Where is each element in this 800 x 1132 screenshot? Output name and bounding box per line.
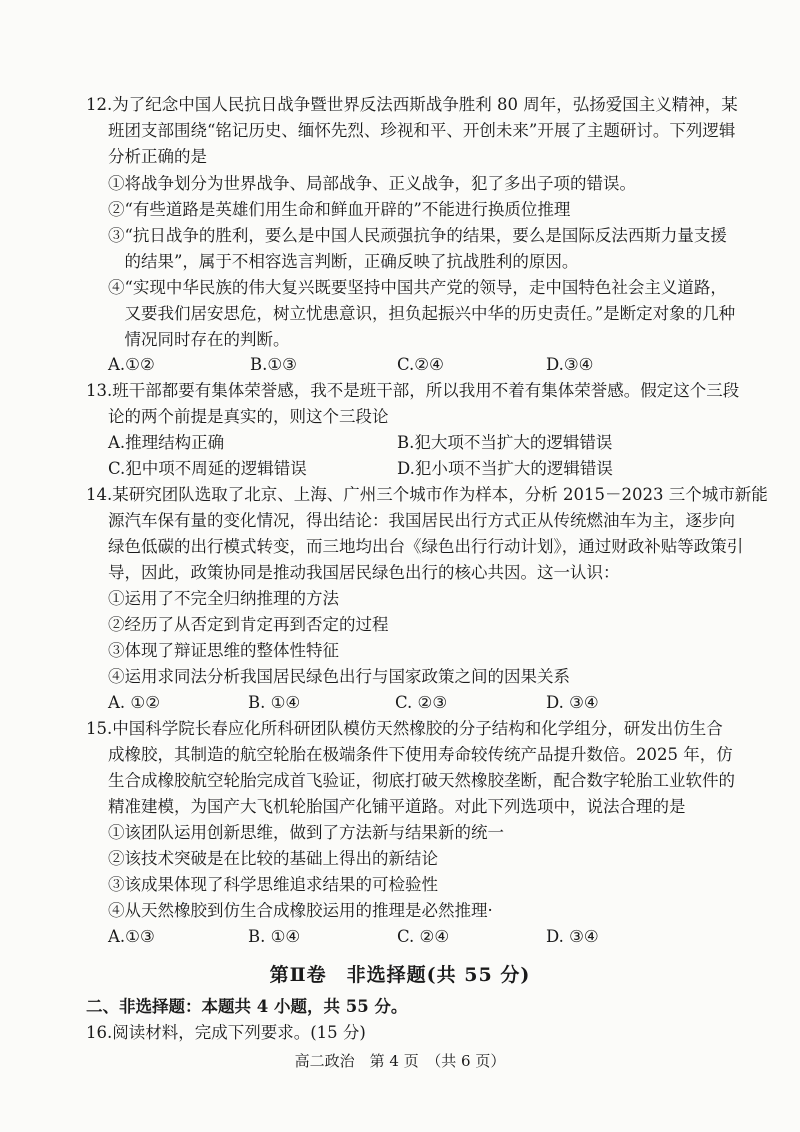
option-b: B.犯大项不当扩大的逻辑错误 — [397, 433, 613, 452]
option-b: B.①③ — [250, 355, 297, 374]
statement-line: ①将战争划分为世界战争、局部战争、正义战争，犯了多出子项的错误。 — [108, 174, 636, 193]
question-text-line: 导，因此，政策协同是推动我国居民绿色出行的核心共因。这一认识： — [108, 563, 620, 582]
question-16-text: 16.阅读材料，完成下列要求。(15 分) — [86, 1023, 366, 1042]
question-text-line: 精准建模，为国产大飞机轮胎国产化铺平道路。对此下列选项中，说法合理的是 — [108, 797, 686, 816]
option-c: C. ②③ — [395, 693, 448, 712]
question-text-line: 源汽车保有量的变化情况，得出结论：我国居民出行方式正从传统燃油车为主，逐步向 — [108, 511, 735, 530]
statement-line: ④运用求同法分析我国居民绿色出行与国家政策之间的因果关系 — [108, 667, 570, 686]
option-a: A.推理结构正确 — [108, 433, 225, 452]
statement-line: ④“实现中华民族的伟大复兴既要坚持中国共产党的领导，走中国特色社会主义道路， — [108, 278, 727, 297]
question-text-line: 绿色低碳的出行模式转变，而三地均出台《绿色出行行动计划》，通过财政补贴等政策引 — [108, 537, 744, 556]
question-text-line: 班团支部围绕“铭记历史、缅怀先烈、珍视和平、开创未来”开展了主题研讨。下列逻辑 — [108, 121, 736, 140]
option-d: D.犯小项不当扩大的逻辑错误 — [397, 459, 613, 478]
option-b: B. ①④ — [248, 927, 301, 946]
option-a: A.①③ — [108, 927, 155, 946]
option-d: D. ③④ — [546, 693, 599, 712]
statement-line: ①运用了不完全归纳推理的方法 — [108, 589, 339, 608]
statement-line: ②经历了从否定到肯定再到否定的过程 — [108, 615, 389, 634]
option-d: D.③④ — [546, 355, 594, 374]
page-footer: 高二政治 第 4 页 （共 6 页） — [294, 1052, 506, 1070]
question-text-line: 论的两个前提是真实的，则这个三段论 — [108, 407, 389, 426]
question-text-line: 12.为了纪念中国人民抗日战争暨世界反法西斯战争胜利 80 周年，弘扬爱国主义精神，某 — [86, 95, 738, 114]
statement-line: 的结果”，属于不相容选言判断，正确反映了抗战胜利的原因。 — [108, 252, 579, 271]
statement-line: ①该团队运用创新思维，做到了方法新与结果新的统一 — [108, 823, 504, 842]
question-text-line: 分析正确的是 — [108, 147, 207, 166]
statement-line: ④从天然橡胶到仿生合成橡胶运用的推理是必然推理· — [108, 901, 493, 920]
question-text-line: 13.班干部都要有集体荣誉感，我不是班干部，所以我用不着有集体荣誉感。假定这个三段 — [86, 381, 740, 400]
option-a: A.①② — [108, 355, 155, 374]
statement-line: 又要我们居安思危，树立忧患意识，担负起振兴中华的历史责任。”是断定对象的几种 — [108, 304, 736, 323]
statement-line: ③体现了辩证思维的整体性特征 — [108, 641, 339, 660]
question-text-line: 15.中国科学院长春应化所科研团队模仿天然橡胶的分子结构和化学组分，研发出仿生合 — [86, 719, 723, 738]
option-d: D. ③④ — [546, 927, 599, 946]
option-c: C.犯中项不周延的逻辑错误 — [108, 459, 307, 478]
option-a: A. ①② — [108, 693, 160, 712]
option-c: C. ②④ — [397, 927, 450, 946]
option-b: B. ①④ — [248, 693, 301, 712]
statement-line: ②“有些道路是英雄们用生命和鲜血开辟的”不能进行换质位推理 — [108, 200, 571, 219]
statement-line: ③“抗日战争的胜利，要么是中国人民顽强抗争的结果，要么是国际反法西斯力量支援 — [108, 226, 727, 245]
statement-line: ③该成果体现了科学思维追求结果的可检验性 — [108, 875, 438, 894]
statement-line: 情况同时存在的判断。 — [108, 330, 290, 349]
section-title: 第Ⅱ卷 非选择题(共 55 分) — [269, 964, 531, 986]
question-text-line: 14.某研究团队选取了北京、上海、广州三个城市作为样本，分析 2015－2023 三个城市新能 — [86, 485, 768, 504]
question-text-line: 生合成橡胶航空轮胎完成首飞验证，彻底打破天然橡胶垄断，配合数字轮胎工业软件的 — [108, 771, 735, 790]
part2-heading: 二、非选择题：本题共 4 小题，共 55 分。 — [86, 997, 408, 1016]
question-text-line: 成橡胶，其制造的航空轮胎在极端条件下使用寿命较传统产品提升数倍。2025 年，仿 — [108, 745, 733, 764]
statement-line: ②该技术突破是在比较的基础上得出的新结论 — [108, 849, 438, 868]
option-c: C.②④ — [397, 355, 444, 374]
